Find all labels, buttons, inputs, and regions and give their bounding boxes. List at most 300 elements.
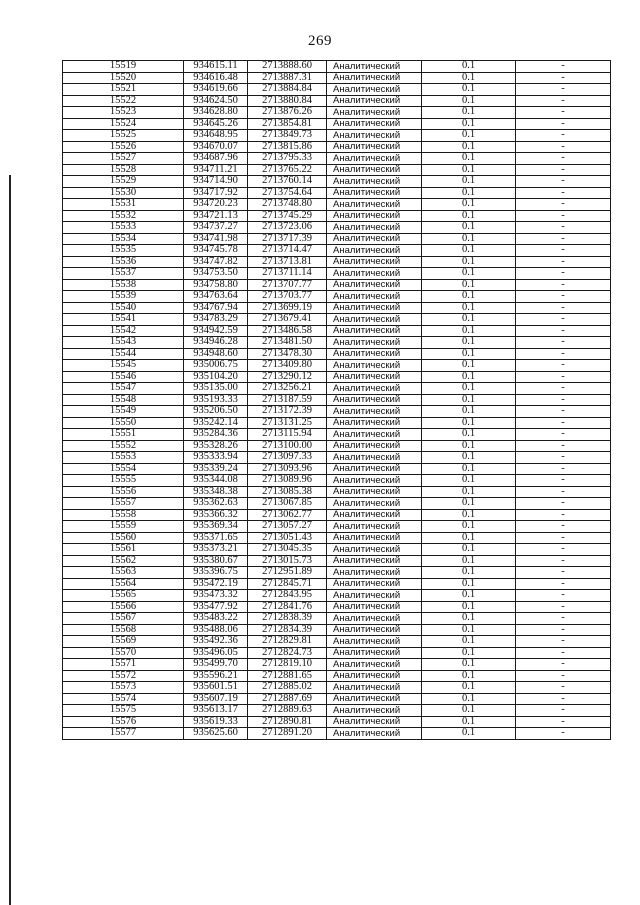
accuracy-cell: 0.1: [422, 601, 516, 613]
point-number-cell: 15571: [63, 659, 184, 671]
x-coordinate-cell: 935333.94: [184, 452, 248, 464]
table-row: [63, 302, 611, 314]
note-cell: -: [516, 84, 611, 96]
x-coordinate-cell: 935596.21: [184, 670, 248, 682]
y-coordinate-cell: 2712887.69: [248, 693, 327, 705]
method-cell: Аналитический: [327, 498, 422, 510]
x-coordinate-cell: 935348.38: [184, 486, 248, 498]
point-number-cell: 15519: [63, 61, 184, 73]
x-coordinate-cell: 935619.33: [184, 716, 248, 728]
table-row: [63, 314, 611, 326]
y-coordinate-cell: 2713815.86: [248, 141, 327, 153]
note-cell: -: [516, 256, 611, 268]
table-row: [63, 601, 611, 613]
note-cell: -: [516, 187, 611, 199]
point-number-cell: 15572: [63, 670, 184, 682]
page-number: 269: [308, 33, 332, 49]
x-coordinate-cell: 934758.80: [184, 279, 248, 291]
x-coordinate-cell: 935373.21: [184, 544, 248, 556]
scan-margin-line: [9, 175, 11, 905]
accuracy-cell: 0.1: [422, 659, 516, 671]
accuracy-cell: 0.1: [422, 222, 516, 234]
x-coordinate-cell: 934721.13: [184, 210, 248, 222]
note-cell: -: [516, 61, 611, 73]
y-coordinate-cell: 2713887.31: [248, 72, 327, 84]
accuracy-cell: 0.1: [422, 394, 516, 406]
point-number-cell: 15565: [63, 590, 184, 602]
accuracy-cell: 0.1: [422, 268, 516, 280]
method-cell: Аналитический: [327, 475, 422, 487]
table-row: [63, 670, 611, 682]
method-cell: Аналитический: [327, 245, 422, 257]
note-cell: -: [516, 164, 611, 176]
point-number-cell: 15540: [63, 302, 184, 314]
y-coordinate-cell: 2713409.80: [248, 360, 327, 372]
method-cell: Аналитический: [327, 601, 422, 613]
point-number-cell: 15548: [63, 394, 184, 406]
y-coordinate-cell: 2713748.80: [248, 199, 327, 211]
y-coordinate-cell: 2713884.84: [248, 84, 327, 96]
method-cell: Аналитический: [327, 291, 422, 303]
method-cell: Аналитический: [327, 682, 422, 694]
method-cell: Аналитический: [327, 567, 422, 579]
method-cell: Аналитический: [327, 302, 422, 314]
y-coordinate-cell: 2713115.94: [248, 429, 327, 441]
y-coordinate-cell: 2713760.14: [248, 176, 327, 188]
accuracy-cell: 0.1: [422, 555, 516, 567]
point-number-cell: 15574: [63, 693, 184, 705]
x-coordinate-cell: 934717.92: [184, 187, 248, 199]
point-number-cell: 15520: [63, 72, 184, 84]
accuracy-cell: 0.1: [422, 498, 516, 510]
y-coordinate-cell: 2713187.59: [248, 394, 327, 406]
accuracy-cell: 0.1: [422, 118, 516, 130]
point-number-cell: 15524: [63, 118, 184, 130]
coordinates-table: [62, 60, 611, 740]
method-cell: Аналитический: [327, 256, 422, 268]
method-cell: Аналитический: [327, 406, 422, 418]
table-row: [63, 383, 611, 395]
x-coordinate-cell: 935135.00: [184, 383, 248, 395]
note-cell: -: [516, 463, 611, 475]
point-number-cell: 15576: [63, 716, 184, 728]
table-row: [63, 337, 611, 349]
method-cell: Аналитический: [327, 233, 422, 245]
note-cell: -: [516, 383, 611, 395]
note-cell: -: [516, 716, 611, 728]
table-row: [63, 61, 611, 73]
y-coordinate-cell: 2713045.35: [248, 544, 327, 556]
y-coordinate-cell: 2712885.02: [248, 682, 327, 694]
x-coordinate-cell: 935380.67: [184, 555, 248, 567]
point-number-cell: 15539: [63, 291, 184, 303]
accuracy-cell: 0.1: [422, 176, 516, 188]
table-row: [63, 417, 611, 429]
point-number-cell: 15559: [63, 521, 184, 533]
x-coordinate-cell: 934624.50: [184, 95, 248, 107]
note-cell: -: [516, 624, 611, 636]
table-row: [63, 532, 611, 544]
accuracy-cell: 0.1: [422, 636, 516, 648]
accuracy-cell: 0.1: [422, 61, 516, 73]
accuracy-cell: 0.1: [422, 693, 516, 705]
y-coordinate-cell: 2712819.10: [248, 659, 327, 671]
note-cell: -: [516, 429, 611, 441]
table-row: [63, 360, 611, 372]
method-cell: Аналитический: [327, 383, 422, 395]
note-cell: -: [516, 141, 611, 153]
note-cell: -: [516, 348, 611, 360]
table-row: [63, 199, 611, 211]
method-cell: Аналитический: [327, 590, 422, 602]
accuracy-cell: 0.1: [422, 325, 516, 337]
y-coordinate-cell: 2713100.00: [248, 440, 327, 452]
table-row: [63, 118, 611, 130]
y-coordinate-cell: 2713481.50: [248, 337, 327, 349]
x-coordinate-cell: 934628.80: [184, 107, 248, 119]
method-cell: Аналитический: [327, 199, 422, 211]
note-cell: -: [516, 233, 611, 245]
point-number-cell: 15570: [63, 647, 184, 659]
method-cell: Аналитический: [327, 555, 422, 567]
y-coordinate-cell: 2713478.30: [248, 348, 327, 360]
method-cell: Аналитический: [327, 693, 422, 705]
accuracy-cell: 0.1: [422, 705, 516, 717]
y-coordinate-cell: 2713745.29: [248, 210, 327, 222]
x-coordinate-cell: 935369.34: [184, 521, 248, 533]
point-number-cell: 15522: [63, 95, 184, 107]
point-number-cell: 15560: [63, 532, 184, 544]
y-coordinate-cell: 2713765.22: [248, 164, 327, 176]
table-row: [63, 210, 611, 222]
method-cell: Аналитический: [327, 544, 422, 556]
accuracy-cell: 0.1: [422, 153, 516, 165]
note-cell: -: [516, 498, 611, 510]
table-row: [63, 325, 611, 337]
x-coordinate-cell: 935477.92: [184, 601, 248, 613]
accuracy-cell: 0.1: [422, 544, 516, 556]
table-row: [63, 647, 611, 659]
point-number-cell: 15523: [63, 107, 184, 119]
y-coordinate-cell: 2712890.81: [248, 716, 327, 728]
table-row: [63, 107, 611, 119]
table-row: [63, 590, 611, 602]
point-number-cell: 15566: [63, 601, 184, 613]
y-coordinate-cell: 2713172.39: [248, 406, 327, 418]
y-coordinate-cell: 2712951.89: [248, 567, 327, 579]
table-row: [63, 72, 611, 84]
table-row: [63, 95, 611, 107]
x-coordinate-cell: 935371.65: [184, 532, 248, 544]
point-number-cell: 15550: [63, 417, 184, 429]
accuracy-cell: 0.1: [422, 130, 516, 142]
table-row: [63, 187, 611, 199]
y-coordinate-cell: 2712889.63: [248, 705, 327, 717]
x-coordinate-cell: 934619.66: [184, 84, 248, 96]
table-row: [63, 141, 611, 153]
point-number-cell: 15564: [63, 578, 184, 590]
point-number-cell: 15528: [63, 164, 184, 176]
y-coordinate-cell: 2713093.96: [248, 463, 327, 475]
table-row: [63, 279, 611, 291]
y-coordinate-cell: 2713085.38: [248, 486, 327, 498]
table-row: [63, 578, 611, 590]
x-coordinate-cell: 935104.20: [184, 371, 248, 383]
note-cell: -: [516, 521, 611, 533]
accuracy-cell: 0.1: [422, 590, 516, 602]
table-row: [63, 256, 611, 268]
accuracy-cell: 0.1: [422, 233, 516, 245]
table-row: [63, 406, 611, 418]
table-row: [63, 452, 611, 464]
method-cell: Аналитический: [327, 337, 422, 349]
x-coordinate-cell: 935601.51: [184, 682, 248, 694]
accuracy-cell: 0.1: [422, 210, 516, 222]
method-cell: Аналитический: [327, 153, 422, 165]
table-row: [63, 245, 611, 257]
table-row: [63, 348, 611, 360]
method-cell: Аналитический: [327, 452, 422, 464]
x-coordinate-cell: 934648.95: [184, 130, 248, 142]
method-cell: Аналитический: [327, 429, 422, 441]
note-cell: -: [516, 406, 611, 418]
point-number-cell: 15527: [63, 153, 184, 165]
point-number-cell: 15544: [63, 348, 184, 360]
method-cell: Аналитический: [327, 532, 422, 544]
point-number-cell: 15554: [63, 463, 184, 475]
accuracy-cell: 0.1: [422, 256, 516, 268]
note-cell: -: [516, 314, 611, 326]
x-coordinate-cell: 935339.24: [184, 463, 248, 475]
y-coordinate-cell: 2713089.96: [248, 475, 327, 487]
table-row: [63, 440, 611, 452]
y-coordinate-cell: 2713717.39: [248, 233, 327, 245]
note-cell: -: [516, 613, 611, 625]
method-cell: Аналитический: [327, 107, 422, 119]
table-row: [63, 84, 611, 96]
y-coordinate-cell: 2712824.73: [248, 647, 327, 659]
accuracy-cell: 0.1: [422, 314, 516, 326]
note-cell: -: [516, 291, 611, 303]
table-row: [63, 705, 611, 717]
method-cell: Аналитический: [327, 659, 422, 671]
accuracy-cell: 0.1: [422, 521, 516, 533]
y-coordinate-cell: 2713713.81: [248, 256, 327, 268]
accuracy-cell: 0.1: [422, 383, 516, 395]
y-coordinate-cell: 2713754.64: [248, 187, 327, 199]
y-coordinate-cell: 2713876.26: [248, 107, 327, 119]
note-cell: -: [516, 268, 611, 280]
x-coordinate-cell: 935344.08: [184, 475, 248, 487]
x-coordinate-cell: 934942.59: [184, 325, 248, 337]
accuracy-cell: 0.1: [422, 360, 516, 372]
x-coordinate-cell: 934745.78: [184, 245, 248, 257]
table-row: [63, 567, 611, 579]
point-number-cell: 15575: [63, 705, 184, 717]
x-coordinate-cell: 934687.96: [184, 153, 248, 165]
y-coordinate-cell: 2713711.14: [248, 268, 327, 280]
y-coordinate-cell: 2713795.33: [248, 153, 327, 165]
x-coordinate-cell: 935473.32: [184, 590, 248, 602]
point-number-cell: 15530: [63, 187, 184, 199]
accuracy-cell: 0.1: [422, 567, 516, 579]
method-cell: Аналитический: [327, 624, 422, 636]
point-number-cell: 15542: [63, 325, 184, 337]
accuracy-cell: 0.1: [422, 682, 516, 694]
point-number-cell: 15537: [63, 268, 184, 280]
y-coordinate-cell: 2713097.33: [248, 452, 327, 464]
note-cell: -: [516, 475, 611, 487]
table-body: [63, 61, 611, 740]
note-cell: -: [516, 245, 611, 257]
method-cell: Аналитический: [327, 95, 422, 107]
method-cell: Аналитический: [327, 141, 422, 153]
x-coordinate-cell: 934720.23: [184, 199, 248, 211]
point-number-cell: 15529: [63, 176, 184, 188]
point-number-cell: 15541: [63, 314, 184, 326]
y-coordinate-cell: 2713699.19: [248, 302, 327, 314]
x-coordinate-cell: 934948.60: [184, 348, 248, 360]
method-cell: Аналитический: [327, 613, 422, 625]
x-coordinate-cell: 935362.63: [184, 498, 248, 510]
point-number-cell: 15545: [63, 360, 184, 372]
x-coordinate-cell: 935284.36: [184, 429, 248, 441]
y-coordinate-cell: 2712881.65: [248, 670, 327, 682]
y-coordinate-cell: 2713714.47: [248, 245, 327, 257]
accuracy-cell: 0.1: [422, 84, 516, 96]
note-cell: -: [516, 325, 611, 337]
point-number-cell: 15561: [63, 544, 184, 556]
method-cell: Аналитический: [327, 578, 422, 590]
x-coordinate-cell: 935607.19: [184, 693, 248, 705]
note-cell: -: [516, 601, 611, 613]
point-number-cell: 15551: [63, 429, 184, 441]
x-coordinate-cell: 935242.14: [184, 417, 248, 429]
y-coordinate-cell: 2713131.25: [248, 417, 327, 429]
x-coordinate-cell: 934670.07: [184, 141, 248, 153]
x-coordinate-cell: 934714.90: [184, 176, 248, 188]
accuracy-cell: 0.1: [422, 452, 516, 464]
accuracy-cell: 0.1: [422, 417, 516, 429]
table-row: [63, 509, 611, 521]
note-cell: -: [516, 544, 611, 556]
note-cell: -: [516, 728, 611, 740]
table-row: [63, 164, 611, 176]
accuracy-cell: 0.1: [422, 728, 516, 740]
point-number-cell: 15563: [63, 567, 184, 579]
accuracy-cell: 0.1: [422, 164, 516, 176]
x-coordinate-cell: 935366.32: [184, 509, 248, 521]
y-coordinate-cell: 2713062.77: [248, 509, 327, 521]
x-coordinate-cell: 935488.06: [184, 624, 248, 636]
note-cell: -: [516, 693, 611, 705]
y-coordinate-cell: 2713256.21: [248, 383, 327, 395]
y-coordinate-cell: 2712891.20: [248, 728, 327, 740]
x-coordinate-cell: 935483.22: [184, 613, 248, 625]
point-number-cell: 15538: [63, 279, 184, 291]
y-coordinate-cell: 2713486.58: [248, 325, 327, 337]
point-number-cell: 15567: [63, 613, 184, 625]
note-cell: -: [516, 647, 611, 659]
table-row: [63, 463, 611, 475]
point-number-cell: 15573: [63, 682, 184, 694]
method-cell: Аналитический: [327, 705, 422, 717]
method-cell: Аналитический: [327, 61, 422, 73]
note-cell: -: [516, 279, 611, 291]
table-row: [63, 486, 611, 498]
accuracy-cell: 0.1: [422, 72, 516, 84]
note-cell: -: [516, 417, 611, 429]
accuracy-cell: 0.1: [422, 291, 516, 303]
accuracy-cell: 0.1: [422, 486, 516, 498]
point-number-cell: 15532: [63, 210, 184, 222]
y-coordinate-cell: 2712845.71: [248, 578, 327, 590]
accuracy-cell: 0.1: [422, 509, 516, 521]
x-coordinate-cell: 935328.26: [184, 440, 248, 452]
y-coordinate-cell: 2713067.85: [248, 498, 327, 510]
method-cell: Аналитический: [327, 417, 422, 429]
method-cell: Аналитический: [327, 440, 422, 452]
note-cell: -: [516, 210, 611, 222]
y-coordinate-cell: 2713703.77: [248, 291, 327, 303]
method-cell: Аналитический: [327, 268, 422, 280]
y-coordinate-cell: 2713290.12: [248, 371, 327, 383]
accuracy-cell: 0.1: [422, 371, 516, 383]
note-cell: -: [516, 705, 611, 717]
note-cell: -: [516, 440, 611, 452]
method-cell: Аналитический: [327, 371, 422, 383]
x-coordinate-cell: 935396.75: [184, 567, 248, 579]
note-cell: -: [516, 371, 611, 383]
note-cell: -: [516, 107, 611, 119]
method-cell: Аналитический: [327, 210, 422, 222]
table-row: [63, 624, 611, 636]
note-cell: -: [516, 486, 611, 498]
point-number-cell: 15553: [63, 452, 184, 464]
accuracy-cell: 0.1: [422, 624, 516, 636]
point-number-cell: 15546: [63, 371, 184, 383]
note-cell: -: [516, 509, 611, 521]
note-cell: -: [516, 302, 611, 314]
table-row: [63, 371, 611, 383]
note-cell: -: [516, 199, 611, 211]
x-coordinate-cell: 934753.50: [184, 268, 248, 280]
accuracy-cell: 0.1: [422, 463, 516, 475]
note-cell: -: [516, 567, 611, 579]
method-cell: Аналитический: [327, 84, 422, 96]
table-row: [63, 728, 611, 740]
accuracy-cell: 0.1: [422, 440, 516, 452]
table-row: [63, 291, 611, 303]
method-cell: Аналитический: [327, 647, 422, 659]
table-row: [63, 394, 611, 406]
method-cell: Аналитический: [327, 130, 422, 142]
accuracy-cell: 0.1: [422, 199, 516, 211]
accuracy-cell: 0.1: [422, 532, 516, 544]
accuracy-cell: 0.1: [422, 95, 516, 107]
method-cell: Аналитический: [327, 521, 422, 533]
x-coordinate-cell: 934783.29: [184, 314, 248, 326]
x-coordinate-cell: 935625.60: [184, 728, 248, 740]
method-cell: Аналитический: [327, 728, 422, 740]
table-row: [63, 268, 611, 280]
x-coordinate-cell: 934737.27: [184, 222, 248, 234]
point-number-cell: 15557: [63, 498, 184, 510]
point-number-cell: 15534: [63, 233, 184, 245]
x-coordinate-cell: 934616.48: [184, 72, 248, 84]
method-cell: Аналитический: [327, 176, 422, 188]
method-cell: Аналитический: [327, 716, 422, 728]
